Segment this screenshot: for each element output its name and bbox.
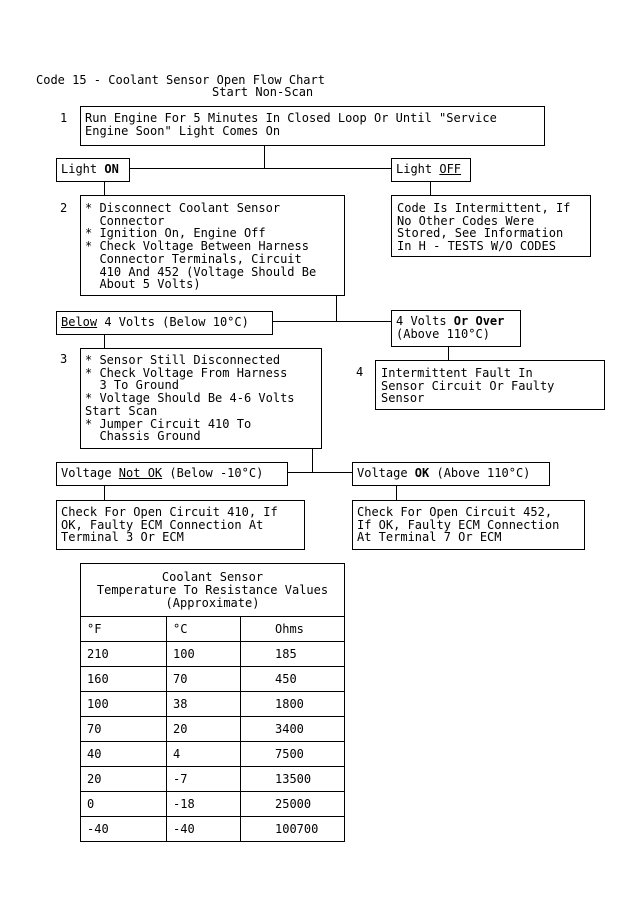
- cell-ohms: 7500: [241, 742, 345, 767]
- table-row: [81, 742, 345, 767]
- below-4-volts-box: [56, 311, 273, 335]
- voltage-not-ok-prefix: Voltage: [61, 466, 119, 480]
- step-3-box: [80, 348, 322, 449]
- step-number-4: 4: [356, 365, 364, 379]
- voltage-ok-box: [352, 462, 550, 486]
- step-number-3: 3: [60, 352, 68, 366]
- not-ok-label: Not OK: [118, 466, 163, 480]
- cell-fahrenheit: 160: [81, 667, 167, 692]
- check-circuit-452-box: [352, 500, 585, 550]
- check-410-line: OK, Faulty ECM Connection At: [61, 517, 264, 532]
- step-1-box: [80, 106, 545, 146]
- column-header-celsius: °C: [167, 617, 241, 642]
- page-subtitle: Start Non-Scan: [212, 85, 314, 99]
- cell-celsius: 38: [167, 692, 241, 717]
- step-4-box: [375, 360, 605, 410]
- cell-ohms: 185: [241, 642, 345, 667]
- check-452-line: Check For Open Circuit 452,: [357, 505, 553, 519]
- connector-line: [104, 486, 105, 500]
- step-1-line: Run Engine For 5 Minutes In Closed Loop Or Until "Service: [85, 111, 497, 125]
- light-off-box: [391, 158, 471, 182]
- cell-fahrenheit: 0: [81, 792, 167, 817]
- step-2-line: Connector: [85, 213, 165, 228]
- cell-ohms: 25000: [241, 792, 345, 817]
- table-row: [81, 817, 345, 842]
- connector-line: [104, 168, 392, 169]
- over-4-volts-line2: (Above 110°C): [396, 326, 490, 341]
- check-452-line: If OK, Faulty ECM Connection: [357, 517, 560, 532]
- table-title: Coolant Sensor Temperature To Resistance Values (Approximate): [81, 564, 345, 617]
- below-4-volts-text: 4 Volts (Below 10°C): [97, 315, 249, 329]
- cell-ohms: 13500: [241, 767, 345, 792]
- cell-celsius: 20: [167, 717, 241, 742]
- check-circuit-410-box: [56, 500, 305, 550]
- voltage-not-ok-box: [56, 462, 288, 486]
- intermittent-line: Stored, See Information: [397, 226, 564, 241]
- voltage-ok-text: (Above 110°C): [429, 466, 531, 480]
- cell-celsius: -7: [167, 767, 241, 792]
- connector-line: [104, 182, 105, 195]
- below-label: Below: [61, 315, 98, 329]
- cell-fahrenheit: 210: [81, 642, 167, 667]
- connector-line: [272, 321, 392, 322]
- step-3-line: * Voltage Should Be 4-6 Volts: [85, 391, 295, 406]
- light-off-label: OFF: [439, 162, 462, 176]
- step-4-line: Sensor Circuit Or Faulty: [381, 378, 555, 393]
- table-row: [81, 767, 345, 792]
- connector-line: [336, 296, 337, 322]
- light-on-box: [56, 158, 130, 182]
- connector-line: [312, 449, 313, 473]
- table-row: [81, 692, 345, 717]
- cell-fahrenheit: 20: [81, 767, 167, 792]
- connector-line: [396, 486, 397, 500]
- cell-celsius: 100: [167, 642, 241, 667]
- step-3-line: * Jumper Circuit 410 To: [85, 416, 252, 431]
- cell-ohms: 450: [241, 667, 345, 692]
- step-2-line: About 5 Volts): [85, 277, 201, 292]
- step-2-line: 410 And 452 (Voltage Should Be: [85, 264, 317, 279]
- column-header-ohms: Ohms: [241, 617, 345, 642]
- step-3-line: * Sensor Still Disconnected: [85, 353, 281, 367]
- light-off-prefix: Light: [396, 162, 440, 176]
- cell-fahrenheit: 70: [81, 717, 167, 742]
- intermittent-line: Code Is Intermittent, If: [397, 201, 571, 215]
- connector-line: [287, 472, 353, 473]
- table-row: [81, 792, 345, 817]
- column-header-fahrenheit: °F: [81, 617, 167, 642]
- step-4-line: Intermittent Fault In: [381, 366, 533, 380]
- step-3-line: Start Scan: [85, 403, 158, 418]
- connector-line: [104, 335, 105, 348]
- check-410-line: Terminal 3 Or ECM: [61, 530, 184, 545]
- intermittent-box: [391, 195, 591, 257]
- cell-ohms: 1800: [241, 692, 345, 717]
- step-2-box: [80, 195, 345, 296]
- check-452-line: At Terminal 7 Or ECM: [357, 530, 502, 545]
- cell-fahrenheit: 100: [81, 692, 167, 717]
- cell-celsius: -40: [167, 817, 241, 842]
- cell-fahrenheit: -40: [81, 817, 167, 842]
- connector-line: [264, 146, 265, 169]
- step-2-line: * Ignition On, Engine Off: [85, 226, 266, 241]
- light-on-label: ON: [104, 162, 119, 176]
- step-1-line: Engine Soon" Light Comes On: [85, 123, 281, 138]
- voltage-not-ok-text: (Below -10°C): [162, 466, 264, 480]
- table-row: [81, 667, 345, 692]
- intermittent-line: No Other Codes Were: [397, 213, 535, 228]
- step-2-line: * Disconnect Coolant Sensor: [85, 201, 281, 215]
- cell-fahrenheit: 40: [81, 742, 167, 767]
- over-4-volts-box: [391, 310, 521, 347]
- step-3-line: Chassis Ground: [85, 429, 201, 444]
- light-on-prefix: Light: [61, 162, 105, 176]
- ok-label: OK: [414, 466, 430, 480]
- step-3-line: * Check Voltage From Harness: [85, 365, 288, 380]
- step-4-line: Sensor: [381, 391, 425, 406]
- check-410-line: Check For Open Circuit 410, If: [61, 505, 278, 519]
- resistance-table: [80, 563, 345, 842]
- over-4-volts-prefix: 4 Volts: [396, 314, 454, 328]
- intermittent-line: In H - TESTS W/O CODES: [397, 239, 556, 254]
- cell-ohms: 100700: [241, 817, 345, 842]
- or-over-label: Or Over: [453, 314, 505, 328]
- step-2-line: * Check Voltage Between Harness: [85, 239, 309, 254]
- cell-celsius: -18: [167, 792, 241, 817]
- table-row: [81, 642, 345, 667]
- cell-ohms: 3400: [241, 717, 345, 742]
- connector-line: [448, 347, 449, 360]
- table-header-row: [81, 617, 345, 642]
- step-number-2: 2: [60, 201, 68, 215]
- cell-celsius: 4: [167, 742, 241, 767]
- table-row: [81, 717, 345, 742]
- connector-line: [430, 182, 431, 195]
- step-2-line: Connector Terminals, Circuit: [85, 251, 302, 266]
- cell-celsius: 70: [167, 667, 241, 692]
- step-number-1: 1: [60, 111, 68, 125]
- voltage-ok-prefix: Voltage: [357, 466, 415, 480]
- page-title: Code 15 - Coolant Sensor Open Flow Chart: [36, 73, 325, 87]
- step-3-line: 3 To Ground: [85, 378, 179, 393]
